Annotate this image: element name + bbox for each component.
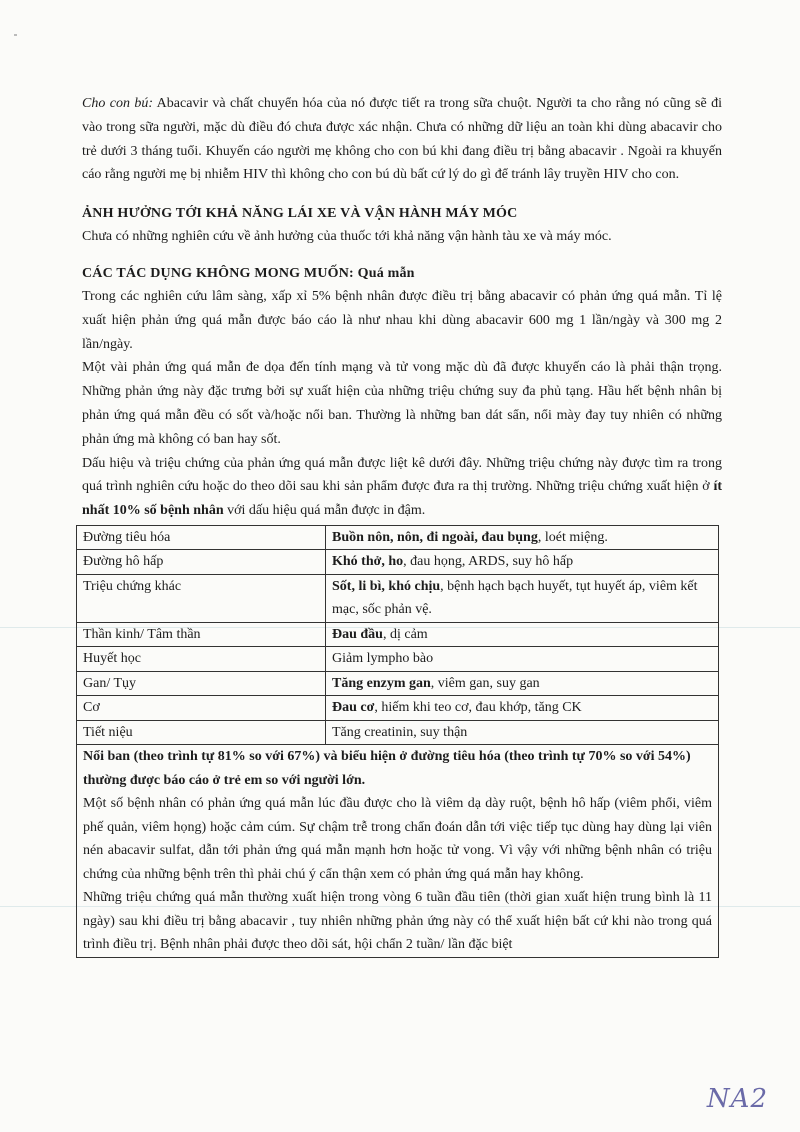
symptom-rest: , viêm gan, suy gan — [430, 675, 540, 691]
table-cell-system: Gan/ Tụy — [77, 671, 326, 696]
table-cell-symptoms — [326, 696, 719, 721]
table-cell-system: Đường hô hấp — [77, 550, 326, 575]
table-cell-symptoms — [326, 550, 719, 575]
table-footer-row — [77, 745, 719, 958]
symptom-rest: , dị cảm — [382, 626, 428, 642]
symptom-rest: , loét miệng. — [537, 529, 608, 545]
symptom-bold: Đau đầu — [332, 626, 383, 642]
table-cell-system: Cơ — [77, 696, 326, 721]
breastfeeding-text: Abacavir và chất chuyển hóa của nó được tiết ra trong sữa chuột. Người ta cho rằng nó cũng sẽ đi vào trong sữa người, mặc dù điều đó chưa được xác nhận. Chưa có những dữ liệu an toàn khi dùng abacavir cho trẻ dưới 3 tháng tuổi. Khuyến cáo người mẹ không cho con bú khi đang điều trị bằng abacavir . Ngoài ra khuyến cáo rằng người mẹ bị nhiễm HIV thì không cho con bú dù bất cứ lý do gì để tránh lây truyền HIV cho con. — [82, 96, 722, 183]
symptom-table — [76, 525, 719, 958]
table-cell-symptoms — [326, 622, 719, 647]
table-cell-symptoms — [326, 574, 719, 622]
footer-paragraph-b: Những triệu chứng quá mẫn thường xuất hiện trong vòng 6 tuần đầu tiên (thời gian xuất hiện trung bình là 11 ngày) sau khi điều trị bằng abacavir , tuy nhiên những phản ứng này có thể xuất hiện bất cứ khi nào trong quá trình điều trị. Bệnh nhân phải được theo dõi sát, hội chẩn 2 tuần/ lần đặc biệt — [83, 890, 712, 953]
symptom-rest: , bệnh hạch bạch huyết, tụt huyết áp, viêm kết mạc, sốc phản vệ. — [332, 578, 698, 618]
table-row — [77, 622, 719, 647]
document-page — [82, 92, 722, 958]
adverse-paragraph-2: Một vài phản ứng quá mẫn đe dọa đến tính mạng và tử vong mặc dù đã được khuyến cáo là phải thận trọng. Những phản ứng này đặc trưng bởi sự xuất hiện của những triệu chứng suy đa phủ tạng. Hầu hết bệnh nhân bị phản ứng quá mẫn đều có sốt và/hoặc nổi ban. Thường là những ban dát sẩn, nổi mày đay tuy nhiên có những phản ứng mà không có ban hay sốt. — [82, 360, 722, 447]
table-cell-system: Huyết học — [77, 647, 326, 672]
handwritten-page-mark: NA2 — [706, 1084, 768, 1114]
table-cell-system: Tiết niệu — [77, 720, 326, 745]
table-row — [77, 574, 719, 622]
table-cell-system: Triệu chứng khác — [77, 574, 326, 622]
footer-paragraph-a: Một số bệnh nhân có phản ứng quá mẫn lúc đầu được cho là viêm dạ dày ruột, bệnh hô hấp (viêm phổi, viêm phế quản, viêm họng) hoặc cảm cúm. Sự chậm trễ trong chẩn đoán dẫn tới việc tiếp tục dùng hay dùng lại viên nén abacavir sulfat, dẫn tới phản ứng quá mẫn mạnh hơn hoặc tử vong. Vì vậy với những bệnh nhân có triệu chứng của những bệnh trên thì phải chú ý cẩn thận xem có phản ứng quá mẫn hay không. — [83, 796, 712, 882]
table-row — [77, 720, 719, 745]
adverse-heading: CÁC TÁC DỤNG KHÔNG MONG MUỐN: Quá mẫn — [82, 265, 415, 281]
symptom-rest: , hiếm khi teo cơ, đau khớp, tăng CK — [374, 700, 582, 716]
adverse-paragraph-3 — [82, 452, 722, 523]
adverse-paragraph-1: Trong các nghiên cứu lâm sàng, xấp xỉ 5% bệnh nhân được điều trị bằng abacavir có phản ứng quá mẫn. Tỉ lệ xuất hiện phản ứng quá mẫn được báo cáo là như nhau khi dùng abacavir 600 mg 1 lần/ngày và 300 mg 2 lần/ngày. — [82, 288, 722, 352]
table-cell-symptoms — [326, 720, 719, 745]
table-footer-cell — [77, 745, 719, 958]
symptom-bold: Tăng enzym gan — [332, 675, 431, 691]
table-row — [77, 647, 719, 672]
symptom-bold: Khó thở, ho — [332, 554, 404, 570]
p3-text-bold: ít nhất 10% số bệnh nhân — [82, 479, 722, 519]
symptom-rest: Giảm lympho bào — [332, 651, 434, 667]
table-cell-system: Thần kinh/ Tâm thần — [77, 622, 326, 647]
table-row — [77, 696, 719, 721]
breastfeeding-label: Cho con bú: — [82, 96, 154, 111]
table-cell-symptoms — [326, 671, 719, 696]
scan-speck — [14, 34, 17, 36]
table-row — [77, 550, 719, 575]
symptom-rest: Tăng creatinin, suy thận — [332, 724, 468, 740]
table-row — [77, 671, 719, 696]
symptom-bold: Đau cơ — [332, 700, 375, 716]
p3-text-c: với dấu hiệu quá mẫn được in đậm. — [223, 503, 426, 519]
symptom-bold: Buồn nôn, nôn, đi ngoài, đau bụng — [332, 529, 538, 545]
table-cell-system: Đường tiêu hóa — [77, 525, 326, 550]
breastfeeding-paragraph — [82, 92, 722, 187]
table-cell-symptoms — [326, 525, 719, 550]
symptom-rows — [77, 525, 719, 745]
driving-heading: ẢNH HƯỞNG TỚI KHẢ NĂNG LÁI XE VÀ VẬN HÀNH MÁY MÓC — [82, 206, 518, 222]
table-cell-symptoms — [326, 647, 719, 672]
children-note: Nổi ban (theo trình tự 81% so với 67%) và biểu hiện ở đường tiêu hóa (theo trình tự 70% so với 54%) thường được báo cáo ở trẻ em so với người lớn. — [83, 749, 691, 788]
symptom-bold: Sốt, li bì, khó chịu — [332, 578, 441, 594]
p3-text-a: Dấu hiệu và triệu chứng của phản ứng quá mẫn được liệt kê dưới đây. Những triệu chứng này được tìm ra trong quá trình nghiên cứu hoặc do theo dõi sau khi sản phẩm được đưa ra thị trường. Những triệu chứng xuất hiện ở — [82, 455, 722, 495]
symptom-rest: , đau họng, ARDS, suy hô hấp — [403, 554, 574, 570]
driving-text: Chưa có những nghiên cứu về ảnh hưởng của thuốc tới khả năng vận hành tàu xe và máy móc. — [82, 229, 612, 245]
table-row — [77, 525, 719, 550]
